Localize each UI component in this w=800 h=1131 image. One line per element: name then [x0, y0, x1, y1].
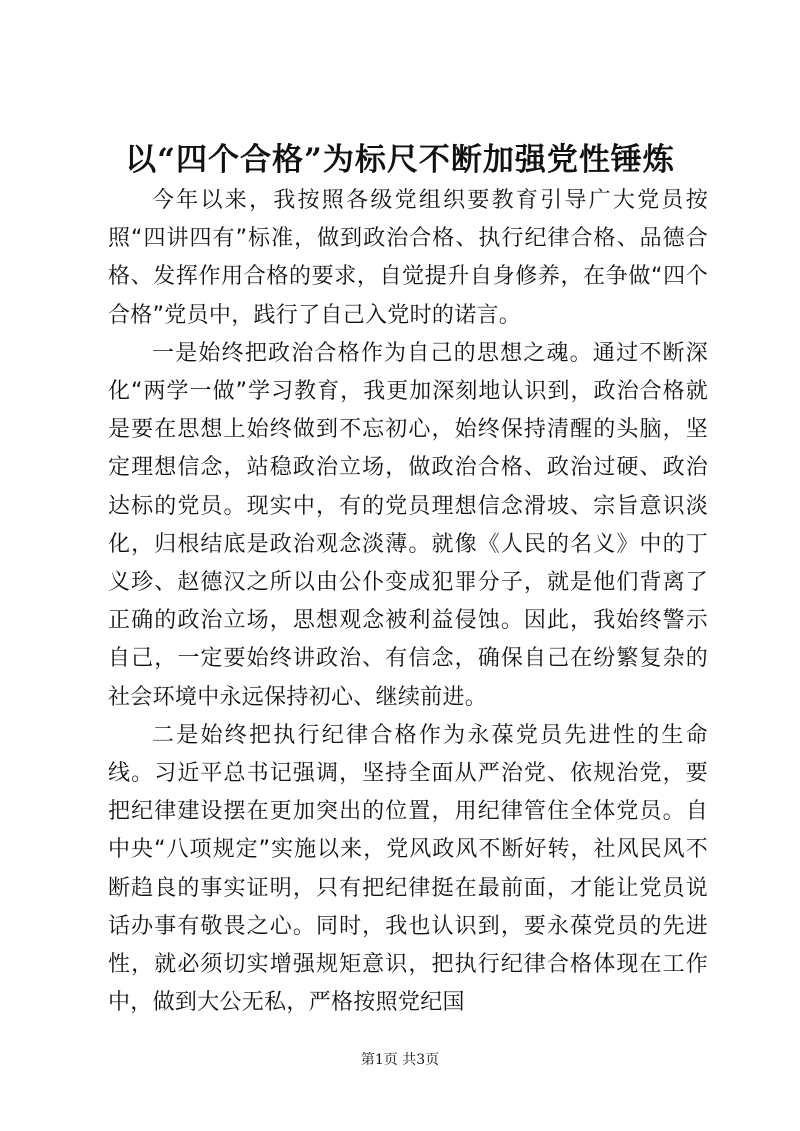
page-footer: 第1页 共3页: [360, 1052, 440, 1068]
paragraph-intro: 今年以来，我按照各级党组织要教育引导广大党员按照“四讲四有”标准，做到政治合格、执行纪律合格、品德合格、发挥作用合格的要求，自觉提升自身修养，在争做“四个合格”党员中，践行了自己入党时的诺言。: [108, 188, 708, 328]
paragraph-discipline: 二是始终把执行纪律合格作为永葆党员先进性的生命线。习近平总书记强调，坚持全面从严治党、依规治党，要把纪律建设摆在更加突出的位置，用纪律管住全体党员。自中央“八项规定”实施以来，党风政风不断好转，社风民风不断趋良的事实证明，只有把纪律挺在最前面，才能让党员说话办事有敬畏之心。同时，我也认识到，要永葆党员的先进性，就必须切实增强规矩意识，把执行纪律合格体现在工作中，做到大公无私，严格按照党纪国: [108, 722, 708, 1016]
document-title: 以“四个合格”为标尺不断加强党性锤炼: [125, 142, 675, 178]
paragraph-political: 一是始终把政治合格作为自己的思想之魂。通过不断深化“两学一做”学习教育，我更加深刻地认识到，政治合格就是要在思想上始终做到不忘初心，始终保持清醒的头脑，坚定理想信念，站稳政治立场，做政治合格、政治过硬、政治达标的党员。现实中，有的党员理想信念滑坡、宗旨意识淡化，归根结底是政治观念淡薄。就像《人民的名义》中的丁义珍、赵德汉之所以由公仆变成犯罪分子，就是他们背离了正确的政治立场，思想观念被利益侵蚀。因此，我始终警示自己，一定要始终讲政治、有信念，确保自己在纷繁复杂的社会环境中永远保持初心、继续前进。: [108, 340, 708, 710]
document-body: [108, 182, 708, 1022]
